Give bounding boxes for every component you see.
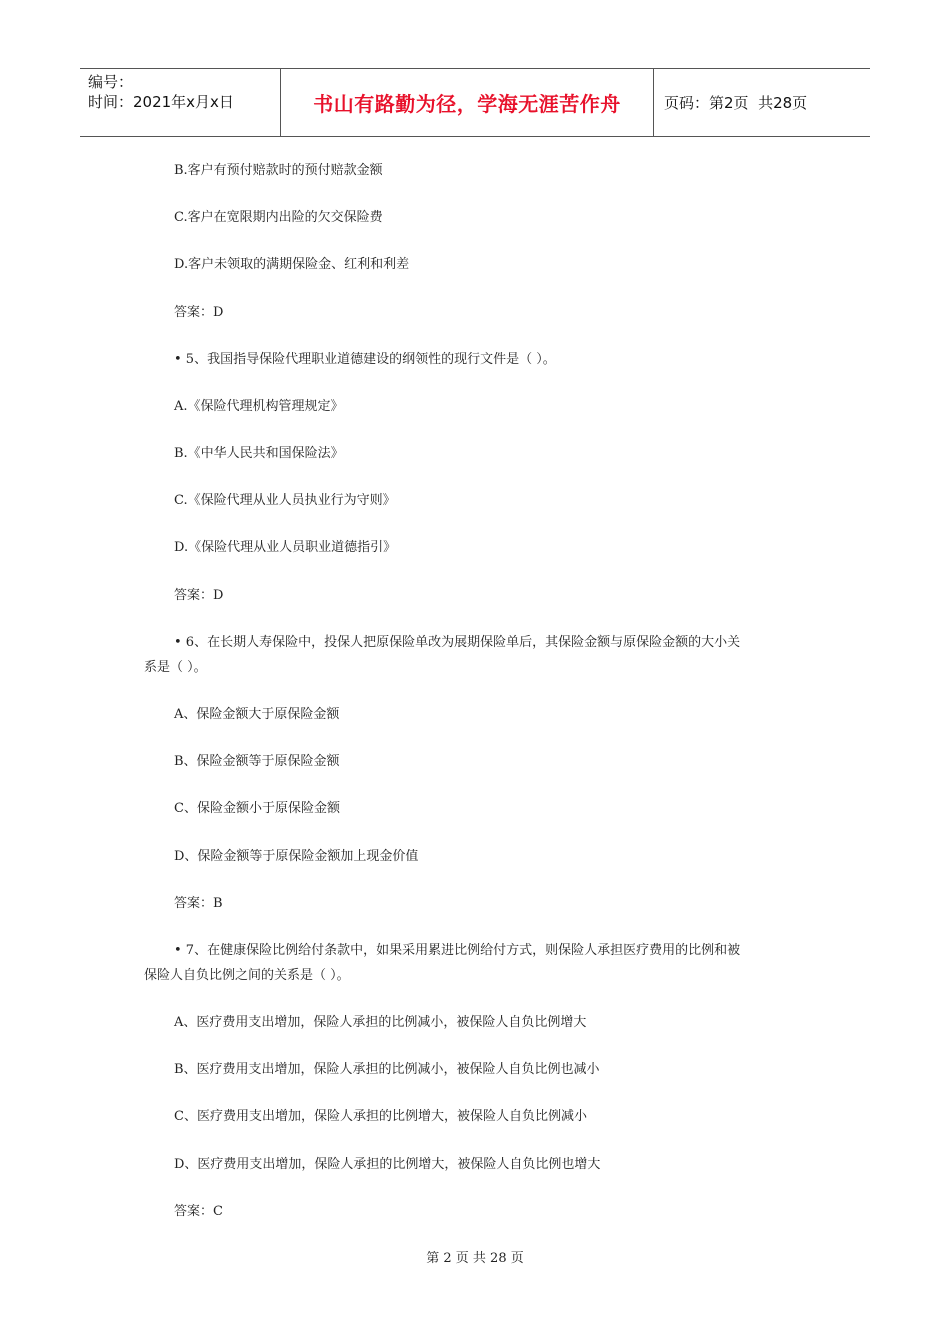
header-page-label: 页码：第2页 共28页	[664, 94, 808, 112]
page-header	[80, 68, 870, 137]
option-c-q7: C、医疗费用支出增加，保险人承担的比例增大，被保险人自负比例减小	[174, 1109, 587, 1124]
document-time-label: 时间：2021年x月x日	[88, 93, 234, 111]
answer-q5: 答案：D	[174, 588, 224, 603]
question-6: • 6、在长期人寿保险中，投保人把原保险单改为展期保险单后，其保险金额与原保险金额的大小关	[174, 635, 741, 650]
footer-page-number: 第 2 页 共 28 页	[426, 1251, 524, 1266]
option-c-q4: C.客户在宽限期内出险的欠交保险费	[174, 210, 383, 225]
option-b-q4: B.客户有预付赔款时的预付赔款金额	[174, 163, 383, 178]
option-b-q6: B、保险金额等于原保险金额	[174, 754, 340, 769]
option-c-q5: C.《保险代理从业人员执业行为守则》	[174, 493, 396, 508]
option-c-q6: C、保险金额小于原保险金额	[174, 801, 340, 816]
option-d-q4: D.客户未领取的满期保险金、红利和利差	[174, 257, 410, 272]
question-7: • 7、在健康保险比例给付条款中，如果采用累进比例给付方式，则保险人承担医疗费用的比例和被	[174, 943, 741, 958]
option-b-q7: B、医疗费用支出增加，保险人承担的比例减小，被保险人自负比例也减小	[174, 1062, 600, 1077]
option-a-q6: A、保险金额大于原保险金额	[174, 707, 340, 722]
question-7-continued: 保险人自负比例之间的关系是（ ）。	[144, 968, 350, 983]
option-b-q5: B.《中华人民共和国保险法》	[174, 446, 344, 461]
header-meta	[80, 69, 281, 136]
question-5: • 5、我国指导保险代理职业道德建设的纲领性的现行文件是（ ）。	[174, 352, 556, 367]
header-page-info	[654, 69, 870, 136]
answer-q4: 答案：D	[174, 305, 224, 320]
option-a-q7: A、医疗费用支出增加，保险人承担的比例减小，被保险人自负比例增大	[174, 1015, 587, 1030]
option-a-q5: A.《保险代理机构管理规定》	[174, 399, 344, 414]
option-d-q5: D.《保险代理从业人员职业道德指引》	[174, 540, 397, 555]
question-6-continued: 系是（ ）。	[144, 660, 207, 675]
answer-q6: 答案：B	[174, 896, 223, 911]
option-d-q7: D、医疗费用支出增加，保险人承担的比例增大，被保险人自负比例也增大	[174, 1157, 601, 1172]
answer-q7: 答案：C	[174, 1204, 223, 1219]
document-number-label: 编号：	[88, 73, 134, 91]
page-footer	[0, 1247, 950, 1266]
option-d-q6: D、保险金额等于原保险金额加上现金价值	[174, 849, 419, 864]
header-motto: 书山有路勤为径，学海无涯苦作舟	[281, 69, 654, 136]
